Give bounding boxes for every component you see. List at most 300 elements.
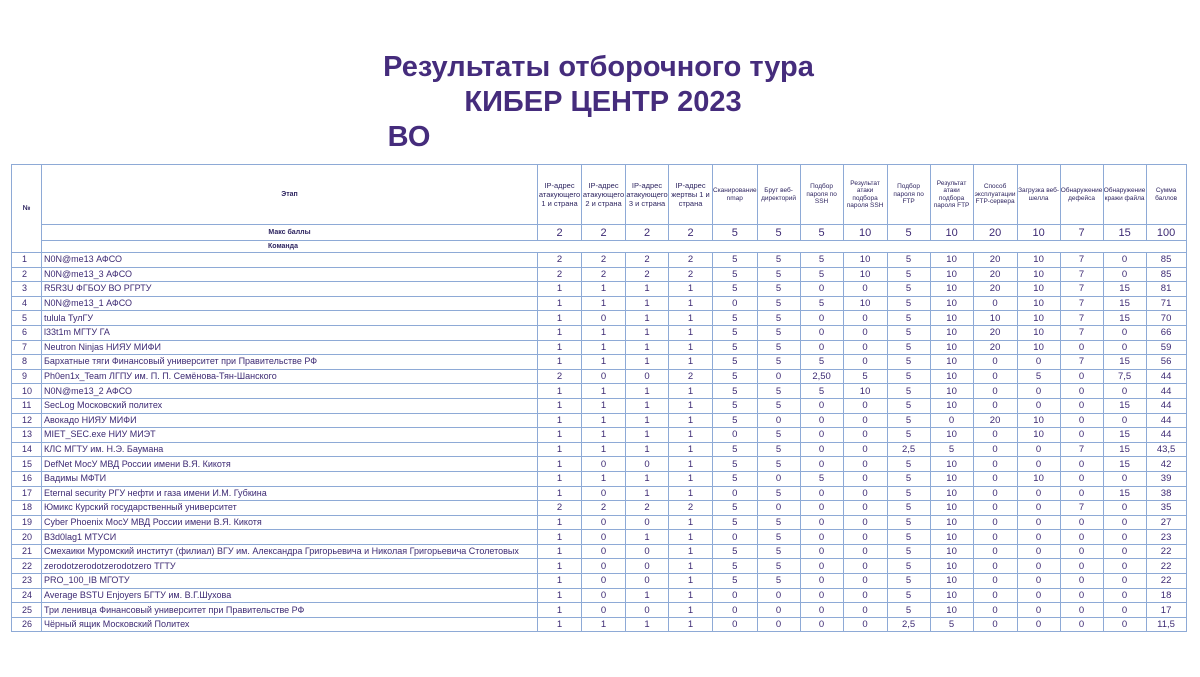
score-cell: 5 (757, 355, 800, 370)
team-name: Три ленивца Финансовый университет при Правительстве РФ (42, 603, 538, 618)
score-cell: 7 (1060, 282, 1103, 297)
score-cell: 5 (757, 340, 800, 355)
score-cell: 10 (930, 369, 973, 384)
score-cell: 0 (1060, 603, 1103, 618)
score-cell: 10 (1017, 325, 1060, 340)
score-cell: 1 (538, 486, 582, 501)
score-cell: 10 (930, 486, 973, 501)
score-cell: 1 (538, 471, 582, 486)
column-header: Способ эксплуатации FTP-сервера (973, 165, 1017, 225)
score-cell: 0 (800, 588, 843, 603)
score-cell: 10 (930, 296, 973, 311)
score-cell: 0 (582, 530, 626, 545)
score-cell: 0 (713, 588, 758, 603)
score-cell: 2 (626, 501, 669, 516)
total-score: 22 (1146, 574, 1186, 589)
row-number: 25 (12, 603, 42, 618)
score-cell: 0 (930, 413, 973, 428)
score-cell: 0 (973, 544, 1017, 559)
total-score: 56 (1146, 355, 1186, 370)
score-cell: 10 (930, 530, 973, 545)
team-name: Юмикс Курский государственный университет (42, 501, 538, 516)
team-name: R5R3U ФГБОУ ВО РГРТУ (42, 282, 538, 297)
score-cell: 0 (800, 457, 843, 472)
row-number: 20 (12, 530, 42, 545)
row-number: 11 (12, 398, 42, 413)
table-row (12, 515, 1187, 530)
score-cell: 5 (800, 471, 843, 486)
team-name: Авокадо НИЯУ МИФИ (42, 413, 538, 428)
score-cell: 0 (800, 311, 843, 326)
column-header: IP-адрес атакующего 1 и страна (538, 165, 582, 225)
score-cell: 1 (669, 428, 713, 443)
score-cell: 5 (757, 398, 800, 413)
score-cell: 0 (1060, 471, 1103, 486)
score-cell: 2 (538, 369, 582, 384)
team-name: Average BSTU Enjoyers БГТУ им. В.Г.Шухова (42, 588, 538, 603)
score-cell: 5 (757, 267, 800, 282)
score-cell: 1 (538, 311, 582, 326)
score-cell: 1 (582, 355, 626, 370)
score-cell: 1 (669, 544, 713, 559)
table-row (12, 355, 1187, 370)
score-cell: 1 (538, 574, 582, 589)
score-cell: 5 (757, 428, 800, 443)
score-cell: 1 (626, 325, 669, 340)
score-cell: 15 (1103, 296, 1146, 311)
score-cell: 1 (538, 340, 582, 355)
score-cell: 5 (887, 340, 930, 355)
score-cell: 1 (626, 530, 669, 545)
score-cell: 0 (1017, 398, 1060, 413)
score-cell: 0 (973, 369, 1017, 384)
score-cell: 0 (582, 544, 626, 559)
score-cell: 0 (800, 515, 843, 530)
score-cell: 10 (930, 544, 973, 559)
team-name: Cyber Phoenix МосУ МВД России имени В.Я. Кикотя (42, 515, 538, 530)
score-cell: 0 (973, 355, 1017, 370)
score-cell: 1 (538, 296, 582, 311)
score-cell: 15 (1103, 442, 1146, 457)
score-cell: 0 (843, 457, 887, 472)
score-cell: 5 (887, 544, 930, 559)
max-points-value: 5 (757, 225, 800, 241)
score-cell: 0 (1103, 471, 1146, 486)
score-cell: 5 (800, 296, 843, 311)
score-cell: 10 (930, 574, 973, 589)
team-name: PRO_100_IB МГОТУ (42, 574, 538, 589)
score-cell: 2,50 (800, 369, 843, 384)
score-cell: 0 (1017, 486, 1060, 501)
score-cell: 0 (843, 471, 887, 486)
score-cell: 5 (713, 325, 758, 340)
total-score: 22 (1146, 544, 1186, 559)
score-cell: 0 (582, 369, 626, 384)
score-cell: 5 (713, 457, 758, 472)
score-cell: 0 (1017, 588, 1060, 603)
score-cell: 5 (887, 515, 930, 530)
score-cell: 5 (757, 253, 800, 268)
team-name: N0N@me13_2 АФСО (42, 384, 538, 399)
total-score: 27 (1146, 515, 1186, 530)
column-header: Брут веб-директорий (757, 165, 800, 225)
score-cell: 5 (800, 384, 843, 399)
score-cell: 0 (973, 574, 1017, 589)
score-cell: 5 (930, 442, 973, 457)
score-cell: 1 (626, 296, 669, 311)
team-name: DefNet МосУ МВД России имени В.Я. Кикотя (42, 457, 538, 472)
column-header: IP-адрес атакующего 2 и страна (582, 165, 626, 225)
score-cell: 15 (1103, 311, 1146, 326)
score-cell: 1 (669, 355, 713, 370)
score-cell: 2 (669, 253, 713, 268)
total-score: 22 (1146, 559, 1186, 574)
score-cell: 10 (930, 457, 973, 472)
score-cell: 10 (930, 603, 973, 618)
score-cell: 0 (800, 340, 843, 355)
score-cell: 1 (669, 486, 713, 501)
score-cell: 10 (973, 311, 1017, 326)
score-cell: 0 (1103, 530, 1146, 545)
table-row (12, 559, 1187, 574)
score-cell: 0 (800, 325, 843, 340)
score-cell: 0 (582, 559, 626, 574)
total-score: 39 (1146, 471, 1186, 486)
score-cell: 10 (930, 559, 973, 574)
row-number: 10 (12, 384, 42, 399)
score-cell: 1 (626, 398, 669, 413)
score-cell: 0 (1017, 544, 1060, 559)
column-header: Результат атаки подбора пароля SSH (843, 165, 887, 225)
row-number: 12 (12, 413, 42, 428)
team-name: КЛС МГТУ им. Н.Э. Баумана (42, 442, 538, 457)
total-score: 44 (1146, 398, 1186, 413)
row-number: 9 (12, 369, 42, 384)
score-cell: 1 (669, 413, 713, 428)
max-points-value: 15 (1103, 225, 1146, 241)
score-cell: 1 (538, 588, 582, 603)
max-points-value: 7 (1060, 225, 1103, 241)
score-cell: 0 (757, 413, 800, 428)
score-cell: 0 (800, 486, 843, 501)
table-row (12, 457, 1187, 472)
row-number: 22 (12, 559, 42, 574)
score-cell: 0 (626, 603, 669, 618)
score-cell: 10 (930, 384, 973, 399)
score-cell: 10 (1017, 471, 1060, 486)
score-cell: 0 (757, 603, 800, 618)
score-cell: 5 (887, 530, 930, 545)
score-cell: 5 (887, 471, 930, 486)
score-cell: 7 (1060, 501, 1103, 516)
team-name: Neutron Ninjas НИЯУ МИФИ (42, 340, 538, 355)
score-cell: 5 (713, 515, 758, 530)
score-cell: 5 (757, 442, 800, 457)
score-cell: 1 (538, 325, 582, 340)
score-cell: 10 (930, 515, 973, 530)
score-cell: 10 (1017, 267, 1060, 282)
score-cell: 0 (1103, 588, 1146, 603)
score-cell: 5 (713, 544, 758, 559)
score-cell: 1 (669, 559, 713, 574)
score-cell: 0 (1017, 442, 1060, 457)
score-cell: 1 (582, 428, 626, 443)
table-row (12, 267, 1187, 282)
total-score: 44 (1146, 428, 1186, 443)
table-row (12, 398, 1187, 413)
score-cell: 0 (1060, 559, 1103, 574)
score-cell: 7 (1060, 325, 1103, 340)
score-cell: 5 (757, 384, 800, 399)
score-cell: 0 (843, 515, 887, 530)
score-cell: 1 (538, 544, 582, 559)
score-cell: 0 (843, 311, 887, 326)
score-cell: 0 (843, 428, 887, 443)
team-name: Ph0en1x_Team ЛГПУ им. П. П. Семёнова-Тян-Шанского (42, 369, 538, 384)
score-cell: 10 (930, 282, 973, 297)
score-cell: 0 (973, 471, 1017, 486)
score-cell: 1 (626, 355, 669, 370)
score-cell: 0 (843, 442, 887, 457)
score-cell: 10 (930, 253, 973, 268)
score-cell: 0 (582, 515, 626, 530)
score-cell: 0 (843, 544, 887, 559)
score-cell: 0 (1103, 515, 1146, 530)
score-cell: 1 (626, 428, 669, 443)
total-score: 18 (1146, 588, 1186, 603)
total-score: 85 (1146, 253, 1186, 268)
score-cell: 15 (1103, 428, 1146, 443)
score-cell: 0 (582, 588, 626, 603)
table-row (12, 384, 1187, 399)
score-cell: 0 (1060, 384, 1103, 399)
score-cell: 1 (669, 515, 713, 530)
score-cell: 5 (757, 325, 800, 340)
score-cell: 0 (800, 574, 843, 589)
table-row (12, 282, 1187, 297)
score-cell: 1 (626, 340, 669, 355)
row-number: 5 (12, 311, 42, 326)
score-cell: 10 (843, 267, 887, 282)
score-cell: 0 (1060, 574, 1103, 589)
score-cell: 0 (973, 559, 1017, 574)
score-cell: 0 (800, 282, 843, 297)
score-cell: 1 (538, 530, 582, 545)
score-cell: 0 (1103, 340, 1146, 355)
score-cell: 0 (1103, 617, 1146, 632)
column-header: Загрузка веб-шелла (1017, 165, 1060, 225)
max-points-value: 10 (1017, 225, 1060, 241)
score-cell: 0 (843, 603, 887, 618)
team-name: N0N@me13 АФСО (42, 253, 538, 268)
score-cell: 0 (800, 530, 843, 545)
score-cell: 1 (669, 574, 713, 589)
score-cell: 2 (538, 501, 582, 516)
score-cell: 1 (538, 559, 582, 574)
score-cell: 0 (1017, 603, 1060, 618)
score-cell: 15 (1103, 355, 1146, 370)
score-cell: 5 (887, 574, 930, 589)
score-cell: 0 (1060, 369, 1103, 384)
score-cell: 0 (1103, 325, 1146, 340)
score-cell: 15 (1103, 282, 1146, 297)
row-number: 18 (12, 501, 42, 516)
score-cell: 0 (582, 574, 626, 589)
score-cell: 1 (538, 457, 582, 472)
row-number: 14 (12, 442, 42, 457)
score-cell: 1 (538, 355, 582, 370)
score-cell: 5 (887, 413, 930, 428)
score-cell: 5 (887, 253, 930, 268)
score-cell: 2 (626, 267, 669, 282)
score-cell: 5 (757, 515, 800, 530)
total-score: 81 (1146, 282, 1186, 297)
score-cell: 0 (1103, 501, 1146, 516)
row-number: 13 (12, 428, 42, 443)
score-cell: 0 (1060, 530, 1103, 545)
team-name: tulula ТулГУ (42, 311, 538, 326)
score-cell: 10 (1017, 253, 1060, 268)
score-cell: 5 (713, 398, 758, 413)
score-cell: 0 (757, 369, 800, 384)
score-cell: 0 (973, 603, 1017, 618)
score-cell: 5 (1017, 369, 1060, 384)
score-cell: 0 (626, 457, 669, 472)
score-cell: 5 (887, 282, 930, 297)
score-cell: 5 (887, 588, 930, 603)
title-line-3: ВО (387, 121, 431, 153)
row-number: 21 (12, 544, 42, 559)
score-cell: 0 (800, 501, 843, 516)
max-points-value: 10 (843, 225, 887, 241)
title-line-1: Результаты отборочного тура (383, 51, 814, 83)
score-cell: 5 (887, 369, 930, 384)
score-cell: 2 (669, 267, 713, 282)
total-score: 38 (1146, 486, 1186, 501)
row-number: 19 (12, 515, 42, 530)
score-cell: 1 (669, 588, 713, 603)
score-cell: 0 (1060, 617, 1103, 632)
column-header: Обнаружение дефейса (1060, 165, 1103, 225)
score-cell: 0 (800, 559, 843, 574)
score-cell: 1 (582, 340, 626, 355)
table-row (12, 603, 1187, 618)
score-cell: 2 (582, 253, 626, 268)
score-cell: 0 (1060, 428, 1103, 443)
score-cell: 0 (713, 296, 758, 311)
score-cell: 1 (582, 296, 626, 311)
score-cell: 0 (582, 603, 626, 618)
score-cell: 0 (582, 311, 626, 326)
score-cell: 1 (669, 603, 713, 618)
score-cell: 5 (887, 355, 930, 370)
team-name: SecLog Московский политех (42, 398, 538, 413)
score-cell: 1 (582, 282, 626, 297)
table-row (12, 471, 1187, 486)
score-cell: 0 (626, 369, 669, 384)
table-row (12, 544, 1187, 559)
score-cell: 10 (1017, 311, 1060, 326)
row-number: 7 (12, 340, 42, 355)
max-points-value: 10 (930, 225, 973, 241)
score-cell: 0 (757, 501, 800, 516)
team-label: Команда (42, 241, 1187, 253)
column-header: Подбор пароля по FTP (887, 165, 930, 225)
score-cell: 5 (757, 457, 800, 472)
score-cell: 0 (1017, 384, 1060, 399)
score-cell: 1 (626, 311, 669, 326)
score-cell: 1 (669, 296, 713, 311)
score-cell: 2,5 (887, 617, 930, 632)
score-cell: 0 (843, 617, 887, 632)
column-header: Сумма баллов (1146, 165, 1186, 225)
score-cell: 7 (1060, 442, 1103, 457)
header-stage: Этап (42, 165, 538, 225)
score-cell: 0 (1060, 515, 1103, 530)
row-number: 16 (12, 471, 42, 486)
score-cell: 1 (626, 617, 669, 632)
score-cell: 0 (1103, 253, 1146, 268)
team-name: Бархатные тяги Финансовый университет при Правительстве РФ (42, 355, 538, 370)
score-cell: 0 (800, 603, 843, 618)
score-cell: 5 (887, 325, 930, 340)
score-cell: 0 (757, 471, 800, 486)
score-cell: 0 (800, 617, 843, 632)
column-header: Подбор пароля по SSH (800, 165, 843, 225)
score-cell: 5 (713, 413, 758, 428)
table-row (12, 296, 1187, 311)
score-cell: 5 (887, 296, 930, 311)
score-cell: 10 (930, 398, 973, 413)
score-cell: 0 (757, 588, 800, 603)
score-cell: 0 (843, 355, 887, 370)
score-cell: 1 (669, 442, 713, 457)
score-cell: 0 (713, 603, 758, 618)
max-points-value: 2 (669, 225, 713, 241)
score-cell: 1 (538, 384, 582, 399)
score-cell: 1 (669, 471, 713, 486)
score-cell: 0 (626, 559, 669, 574)
score-cell: 5 (843, 369, 887, 384)
score-cell: 10 (930, 428, 973, 443)
score-cell: 0 (800, 428, 843, 443)
score-cell: 0 (1060, 588, 1103, 603)
score-cell: 0 (1060, 457, 1103, 472)
score-cell: 2 (538, 267, 582, 282)
score-cell: 5 (887, 311, 930, 326)
max-points-label: Макс баллы (42, 225, 538, 241)
score-cell: 5 (800, 355, 843, 370)
score-cell: 0 (973, 588, 1017, 603)
table-row (12, 340, 1187, 355)
score-cell: 5 (887, 428, 930, 443)
score-cell: 0 (973, 428, 1017, 443)
score-cell: 10 (930, 267, 973, 282)
score-cell: 0 (713, 530, 758, 545)
score-cell: 0 (973, 486, 1017, 501)
score-cell: 5 (713, 282, 758, 297)
score-cell: 10 (1017, 296, 1060, 311)
table-row (12, 428, 1187, 443)
score-cell: 0 (1060, 340, 1103, 355)
score-cell: 1 (626, 413, 669, 428)
table-row (12, 501, 1187, 516)
score-cell: 1 (626, 282, 669, 297)
score-cell: 0 (713, 617, 758, 632)
team-name: Чёрный ящик Московский Политех (42, 617, 538, 632)
score-cell: 0 (800, 544, 843, 559)
score-cell: 2 (626, 253, 669, 268)
